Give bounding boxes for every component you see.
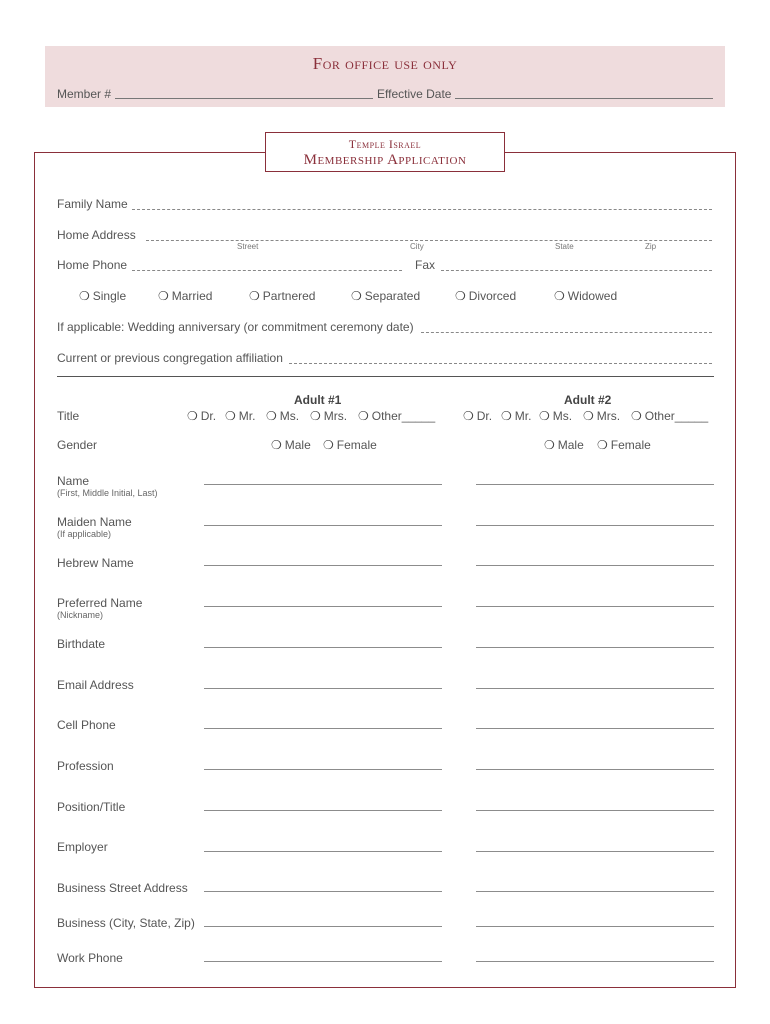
adult1-hebrew-name-field[interactable]	[204, 565, 442, 566]
preferred-name-label: Preferred Name	[57, 596, 143, 610]
radio-icon[interactable]: ❍	[351, 289, 362, 303]
adult1-title-dr[interactable]: ❍ Dr.	[187, 409, 217, 423]
home-phone-label: Home Phone	[57, 258, 128, 272]
adult1-profession-field[interactable]	[204, 769, 442, 770]
application-frame	[34, 152, 736, 988]
radio-icon[interactable]: ❍	[358, 409, 369, 423]
home-phone-field[interactable]	[132, 270, 402, 271]
business-street-label: Business Street Address	[57, 881, 188, 895]
family-name-field[interactable]	[132, 209, 712, 210]
adult2-title-mrs[interactable]: ❍ Mrs.	[583, 409, 621, 423]
adult2-email-field[interactable]	[476, 688, 714, 689]
radio-icon[interactable]: ❍	[187, 409, 198, 423]
maiden-name-label: Maiden Name	[57, 515, 132, 529]
business-city-label: Business (City, State, Zip)	[57, 916, 195, 930]
radio-icon[interactable]: ❍	[266, 409, 277, 423]
radio-icon[interactable]: ❍	[310, 409, 321, 423]
adult2-title-dr[interactable]: ❍ Dr.	[463, 409, 493, 423]
adult1-business-city-field[interactable]	[204, 926, 442, 927]
adult2-preferred-name-field[interactable]	[476, 606, 714, 607]
adult2-birthdate-field[interactable]	[476, 647, 714, 648]
anniversary-label: If applicable: Wedding anniversary (or commitment ceremony date)	[57, 320, 414, 334]
state-caption: State	[555, 242, 574, 251]
adult1-heading: Adult #1	[294, 393, 342, 407]
street-caption: Street	[237, 242, 259, 251]
form-title: Membership Application	[303, 152, 467, 168]
radio-icon[interactable]: ❍	[79, 289, 90, 303]
radio-icon[interactable]: ❍	[249, 289, 260, 303]
congregation-field[interactable]	[289, 363, 712, 364]
office-use-box	[45, 46, 725, 107]
profession-label: Profession	[57, 759, 114, 773]
radio-icon[interactable]: ❍	[158, 289, 169, 303]
adult1-position-field[interactable]	[204, 810, 442, 811]
adult2-cell-phone-field[interactable]	[476, 728, 714, 729]
city-caption: City	[410, 242, 424, 251]
status-option-married[interactable]: ❍ Married	[158, 289, 213, 303]
adult2-gender-male[interactable]: ❍ Male	[544, 438, 584, 452]
radio-icon[interactable]: ❍	[539, 409, 550, 423]
home-address-field[interactable]	[146, 240, 712, 241]
radio-icon[interactable]: ❍	[583, 409, 594, 423]
title-label: Title	[57, 409, 80, 423]
radio-icon[interactable]: ❍	[597, 438, 608, 452]
status-option-partnered[interactable]: ❍ Partnered	[249, 289, 316, 303]
adult2-name-field[interactable]	[476, 484, 714, 485]
fax-field[interactable]	[441, 270, 712, 271]
adult1-title-mrs[interactable]: ❍ Mrs.	[310, 409, 348, 423]
adult1-title-mr[interactable]: ❍ Mr.	[225, 409, 256, 423]
status-option-separated[interactable]: ❍ Separated	[351, 289, 421, 303]
adult2-business-city-field[interactable]	[476, 926, 714, 927]
radio-icon[interactable]: ❍	[554, 289, 565, 303]
status-option-divorced[interactable]: ❍ Divorced	[455, 289, 517, 303]
adult1-email-field[interactable]	[204, 688, 442, 689]
adult1-name-field[interactable]	[204, 484, 442, 485]
adult2-employer-field[interactable]	[476, 851, 714, 852]
gender-label: Gender	[57, 438, 98, 452]
home-address-label: Home Address	[57, 228, 136, 242]
adult2-title-mr[interactable]: ❍ Mr.	[501, 409, 532, 423]
adult1-maiden-name-field[interactable]	[204, 525, 442, 526]
radio-icon[interactable]: ❍	[455, 289, 466, 303]
anniversary-field[interactable]	[421, 332, 712, 333]
position-title-label: Position/Title	[57, 800, 126, 814]
adult1-cell-phone-field[interactable]	[204, 728, 442, 729]
org-name: Temple Israel	[348, 137, 422, 151]
effective-date-label: Effective Date	[377, 87, 452, 101]
adult1-employer-field[interactable]	[204, 851, 442, 852]
adult2-heading: Adult #2	[564, 393, 612, 407]
adult1-business-street-field[interactable]	[204, 891, 442, 892]
zip-caption: Zip	[645, 242, 657, 251]
radio-icon[interactable]: ❍	[544, 438, 555, 452]
radio-icon[interactable]: ❍	[323, 438, 334, 452]
radio-icon[interactable]: ❍	[463, 409, 474, 423]
birthdate-label: Birthdate	[57, 637, 106, 651]
maiden-name-sublabel: (If applicable)	[57, 529, 112, 539]
adult1-title-ms[interactable]: ❍ Ms.	[266, 409, 300, 423]
adult1-gender-male[interactable]: ❍ Male	[271, 438, 311, 452]
adult2-gender-female[interactable]: ❍ Female	[597, 438, 651, 452]
adult2-maiden-name-field[interactable]	[476, 525, 714, 526]
employer-label: Employer	[57, 840, 108, 854]
adult2-business-street-field[interactable]	[476, 891, 714, 892]
radio-icon[interactable]: ❍	[501, 409, 512, 423]
status-option-widowed[interactable]: ❍ Widowed	[554, 289, 618, 303]
radio-icon[interactable]: ❍	[271, 438, 282, 452]
member-number-label: Member #	[57, 87, 112, 101]
congregation-label: Current or previous congregation affiliation	[57, 351, 283, 365]
adult2-title-ms[interactable]: ❍ Ms.	[539, 409, 573, 423]
status-option-single[interactable]: ❍ Single	[79, 289, 127, 303]
work-phone-label: Work Phone	[57, 951, 123, 965]
adult2-profession-field[interactable]	[476, 769, 714, 770]
fax-label: Fax	[415, 258, 436, 272]
cell-phone-label: Cell Phone	[57, 718, 116, 732]
family-name-label: Family Name	[57, 197, 128, 211]
preferred-name-sublabel: (Nickname)	[57, 610, 104, 620]
office-use-title: For office use only	[312, 54, 458, 73]
adult2-hebrew-name-field[interactable]	[476, 565, 714, 566]
adult1-birthdate-field[interactable]	[204, 647, 442, 648]
adult2-position-field[interactable]	[476, 810, 714, 811]
effective-date-field[interactable]	[455, 98, 713, 99]
hebrew-name-label: Hebrew Name	[57, 556, 134, 570]
adult1-title-other[interactable]: ❍ Other_____	[358, 409, 436, 423]
name-sublabel: (First, Middle Initial, Last)	[57, 488, 158, 498]
adult1-preferred-name-field[interactable]	[204, 606, 442, 607]
name-label: Name	[57, 474, 90, 488]
adult1-work-phone-field[interactable]	[204, 961, 442, 962]
section-divider	[57, 376, 714, 377]
email-label: Email Address	[57, 678, 134, 692]
adult2-title-other[interactable]: ❍ Other_____	[631, 409, 709, 423]
radio-icon[interactable]: ❍	[631, 409, 642, 423]
adult1-gender-female[interactable]: ❍ Female	[323, 438, 377, 452]
radio-icon[interactable]: ❍	[225, 409, 236, 423]
form-title-box	[265, 132, 505, 172]
member-number-field[interactable]	[115, 98, 373, 99]
adult2-work-phone-field[interactable]	[476, 961, 714, 962]
